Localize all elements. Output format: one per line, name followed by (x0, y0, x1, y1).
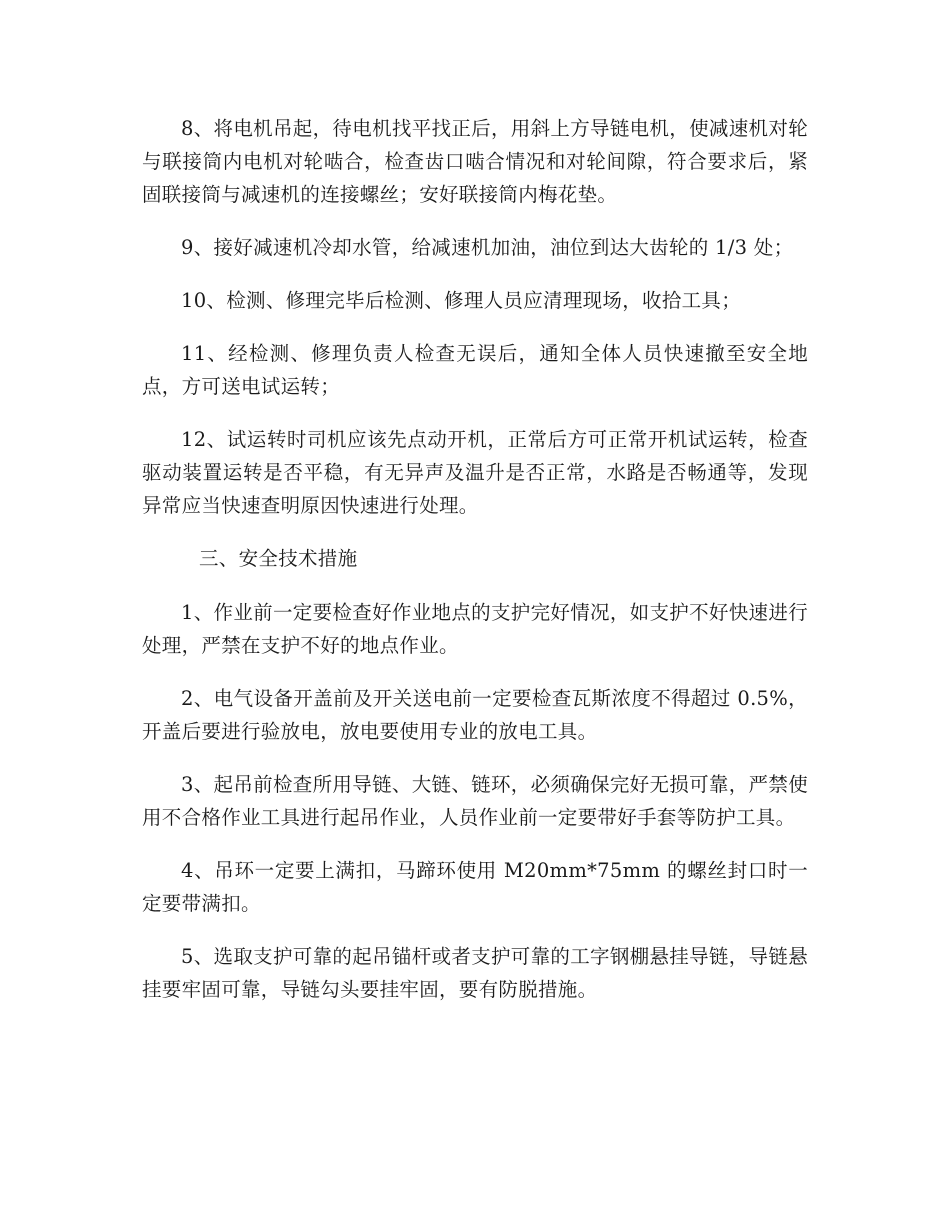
paragraph-item-11: 11、经检测、修理负责人检查无误后，通知全体人员快速撤至安全地点，方可送电试运转； (142, 342, 808, 398)
paragraph-item-10: 10、检测、修理完毕后检测、修理人员应清理现场，收拾工具； (181, 289, 742, 312)
safety-item-2: 2、电气设备开盖前及开关送电前一定要检查瓦斯浓度不得超过 0.5%，开盖后要进行验放电，放电要使用专业的放电工具。 (142, 687, 808, 743)
safety-item-5: 5、选取支护可靠的起吊锚杆或者支护可靠的工字钢棚悬挂导链，导链悬挂要牢固可靠，导链勾头要挂牢固，要有防脱措施。 (142, 945, 808, 1001)
safety-item-4: 4、吊环一定要上满扣，马蹄环使用 M20mm*75mm 的螺丝封口时一定要带满扣。 (142, 859, 808, 915)
document-body (142, 112, 808, 1026)
paragraph-item-12: 12、试运转时司机应该先点动开机，正常后方可正常开机试运转，检查驱动装置运转是否平稳，有无异声及温升是否正常，水路是否畅通等，发现异常应当快速查明原因快速进行处理。 (142, 428, 808, 517)
paragraph-item-8: 8、将电机吊起，待电机找平找正后，用斜上方导链电机，使减速机对轮与联接筒内电机对轮啮合，检查齿口啮合情况和对轮间隙，符合要求后，紧固联接筒与减速机的连接螺丝；安好联接筒内梅花垫。 (142, 117, 808, 206)
safety-item-1: 1、作业前一定要检查好作业地点的支护完好情况，如支护不好快速进行处理，严禁在支护不好的地点作业。 (142, 601, 808, 657)
paragraph-item-9: 9、接好减速机冷却水管，给减速机加油，油位到达大齿轮的 1/3 处； (181, 236, 794, 259)
section-heading: 三、安全技术措施 (199, 547, 358, 570)
safety-item-3: 3、起吊前检查所用导链、大链、链环，必须确保完好无损可靠，严禁使用不合格作业工具进行起吊作业，人员作业前一定要带好手套等防护工具。 (142, 773, 808, 829)
